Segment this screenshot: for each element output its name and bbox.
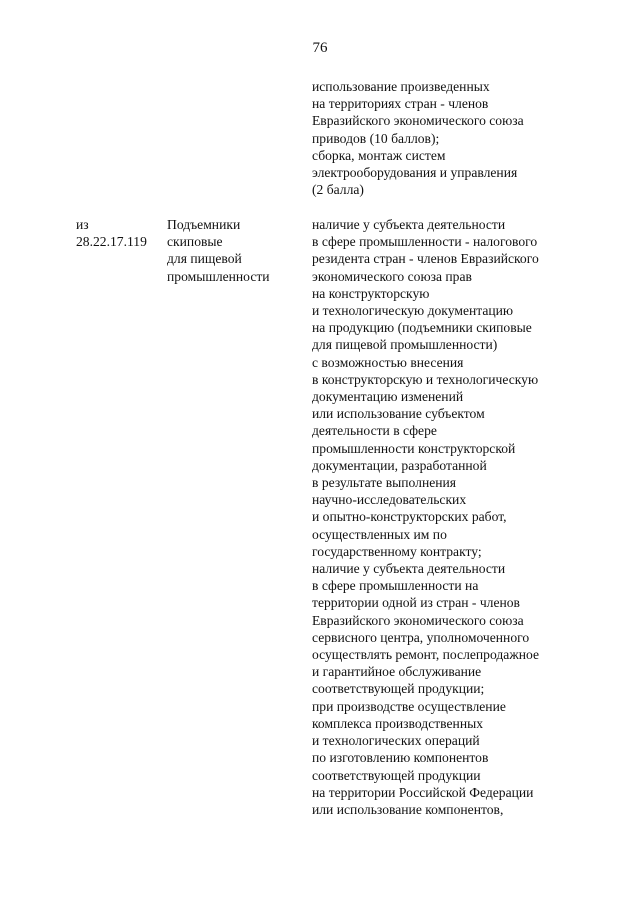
text-line: территории одной из стран - членов	[312, 595, 520, 611]
text-line: и опытно-конструкторских работ,	[312, 509, 507, 525]
text-line: Подъемники	[167, 217, 241, 232]
text-line: соответствующей продукции;	[312, 681, 485, 697]
text-line: в конструкторскую и технологическую	[312, 371, 539, 387]
text-line: промышленности конструкторской	[312, 440, 516, 456]
text-line: при производстве осуществление	[312, 698, 506, 714]
text-line: и технологических операций	[312, 733, 480, 749]
text-line: наличие у субъекта деятельности	[312, 217, 506, 232]
text-line: (2 балла)	[312, 182, 364, 198]
text-line: научно-исследовательских	[312, 492, 467, 508]
text-line: скиповые	[167, 234, 223, 250]
text-line: использование произведенных	[312, 79, 490, 94]
text-line: сервисного центра, уполномоченного	[312, 629, 530, 645]
text-line: осуществлять ремонт, послепродажное	[312, 647, 539, 663]
text-line: электрооборудования и управления	[312, 165, 518, 181]
text-line: в сфере промышленности - налогового	[312, 234, 538, 250]
text-line: для пищевой	[167, 251, 242, 267]
text-line: осуществленных им по	[312, 526, 447, 542]
product-code	[76, 216, 147, 250]
code-value: 28.22.17.119	[76, 234, 147, 250]
text-line: комплекса производственных	[312, 715, 484, 731]
text-line: на территориях стран - членов	[312, 96, 489, 112]
code-prefix: из	[76, 217, 89, 232]
text-line: сборка, монтаж систем	[312, 147, 446, 163]
text-line: промышленности	[167, 268, 270, 284]
text-line: документации, разработанной	[312, 457, 487, 473]
text-line: или использование субъектом	[312, 406, 485, 422]
text-line: Евразийского экономического союза	[312, 113, 524, 129]
text-line: и гарантийное обслуживание	[312, 664, 482, 680]
text-line: деятельности в сфере	[312, 423, 437, 439]
text-line: резидента стран - членов Евразийского	[312, 251, 539, 267]
text-line: на территории Российской Федерации	[312, 784, 534, 800]
text-line: на конструкторскую	[312, 285, 430, 301]
text-line: Евразийского экономического союза	[312, 612, 524, 628]
page-number: 76	[312, 40, 328, 56]
text-line: документацию изменений	[312, 389, 464, 405]
text-line: государственному контракту;	[312, 543, 482, 559]
text-line: соответствующей продукции	[312, 767, 481, 783]
text-line: для пищевой промышленности)	[312, 337, 498, 353]
text-line: на продукцию (подъемники скиповые	[312, 320, 532, 336]
product-criteria	[312, 216, 539, 818]
text-line: по изготовлению компонентов	[312, 750, 489, 766]
text-line: в результате выполнения	[312, 475, 457, 491]
continued-criteria-text	[312, 78, 524, 198]
text-line: или использование компонентов,	[312, 801, 504, 817]
text-line: приводов (10 баллов);	[312, 130, 440, 146]
text-line: в сфере промышленности на	[312, 578, 479, 594]
text-line: наличие у субъекта деятельности	[312, 561, 506, 577]
text-line: экономического союза прав	[312, 268, 472, 284]
text-line: с возможностью внесения	[312, 354, 464, 370]
text-line: и технологическую документацию	[312, 303, 514, 319]
product-name	[167, 216, 270, 285]
